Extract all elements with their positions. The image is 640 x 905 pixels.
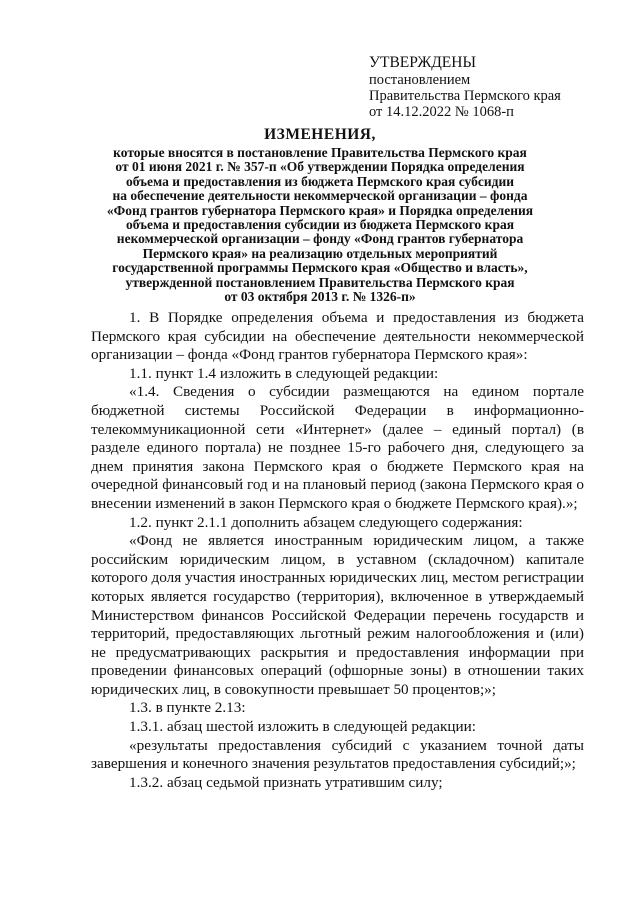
approval-heading: УТВЕРЖДЕНЫ	[369, 54, 476, 71]
subtitle-line: объема и предоставления субсидии из бюджета Пермского края	[125, 217, 515, 233]
paragraph-1: 1. В Порядке определения объема и предоставления из бюджета Пермского края субсидии на обеспечение деятельности некоммерческой организации – фонда «Фонд грантов губернатора Пермского края»:	[91, 309, 584, 364]
paragraph-1-3-1: 1.3.1. абзац шестой изложить в следующей редакции:	[129, 718, 476, 736]
subtitle-line: объема и предоставления из бюджета Пермского края субсидии	[125, 173, 515, 189]
paragraph-1-3: 1.3. в пункте 2.13:	[129, 699, 246, 717]
subtitle-line: некоммерческой организации – фонду «Фонд грантов губернатора	[116, 231, 524, 247]
approval-line-1: постановлением	[369, 72, 471, 88]
paragraph-fund-text: «Фонд не является иностранным юридическим лицом, а также российским юридическим лицом, в уставном (складочном) капитале которого доля участия иностранных юридических лиц, местом регистрации которых является государство (территория), включенное в утверждаемый Министерством финансов Российской Федерации перечень государств и территорий, предоставляющих льготный режим налогообложения и (или) не предусматривающих раскрытия и предоставления информации при проведении финансовых операций (офшорные зоны) в отношении таких юридических лиц, в совокупности превышает 50 процентов;»;	[91, 532, 584, 698]
subtitle-line: Пермского края» на реализацию отдельных мероприятий	[142, 245, 498, 261]
approval-block	[369, 54, 561, 120]
document-body	[91, 309, 584, 792]
subtitle-line: от 01 июня 2021 г. № 357-п «Об утверждении Порядка определения	[115, 159, 525, 175]
approval-line-3: от 14.12.2022 № 1068-п	[369, 104, 514, 120]
subtitle-line: которые вносятся в постановление Правительства Пермского края	[113, 145, 527, 160]
subtitle-line: от 03 октября 2013 г. № 1326-п»	[224, 289, 416, 305]
subtitle-line: государственной программы Пермского края «Общество и власть»,	[112, 260, 528, 276]
subtitle-line: на обеспечение деятельности некоммерческой организации – фонда	[112, 188, 528, 204]
paragraph-1-3-2: 1.3.2. абзац седьмой признать утратившим силу;	[129, 773, 443, 791]
paragraph-results-text: «результаты предоставления субсидий с указанием точной даты завершения и конечного значения результатов предоставления субсидий;»;	[91, 736, 584, 773]
subtitle-line: «Фонд грантов губернатора Пермского края» и Порядка определения	[106, 202, 534, 218]
document-subtitle	[60, 146, 580, 304]
document-title: ИЗМЕНЕНИЯ,	[264, 126, 376, 143]
paragraph-1-2: 1.2. пункт 2.1.1 дополнить абзацем следующего содержания:	[129, 513, 523, 531]
approval-line-2: Правительства Пермского края	[369, 88, 561, 104]
paragraph-1-4-text: «1.4. Сведения о субсидии размещаются на едином портале бюджетной системы Российской Федерации в информационно-телекоммуникационной сети «Интернет» (далее – единый портал) (в разделе единого портала) не позднее 15-го рабочего дня, следующего за днем принятия закона Пермского края о бюджете Пермского края на очередной финансовый год и на плановый период (закона Пермского края о внесении изменений в закон Пермского края о бюджете Пермского края).»;	[91, 383, 584, 512]
paragraph-1-1: 1.1. пункт 1.4 изложить в следующей редакции:	[129, 364, 439, 382]
subtitle-line: утвержденной постановлением Правительства Пермского края	[125, 274, 515, 290]
